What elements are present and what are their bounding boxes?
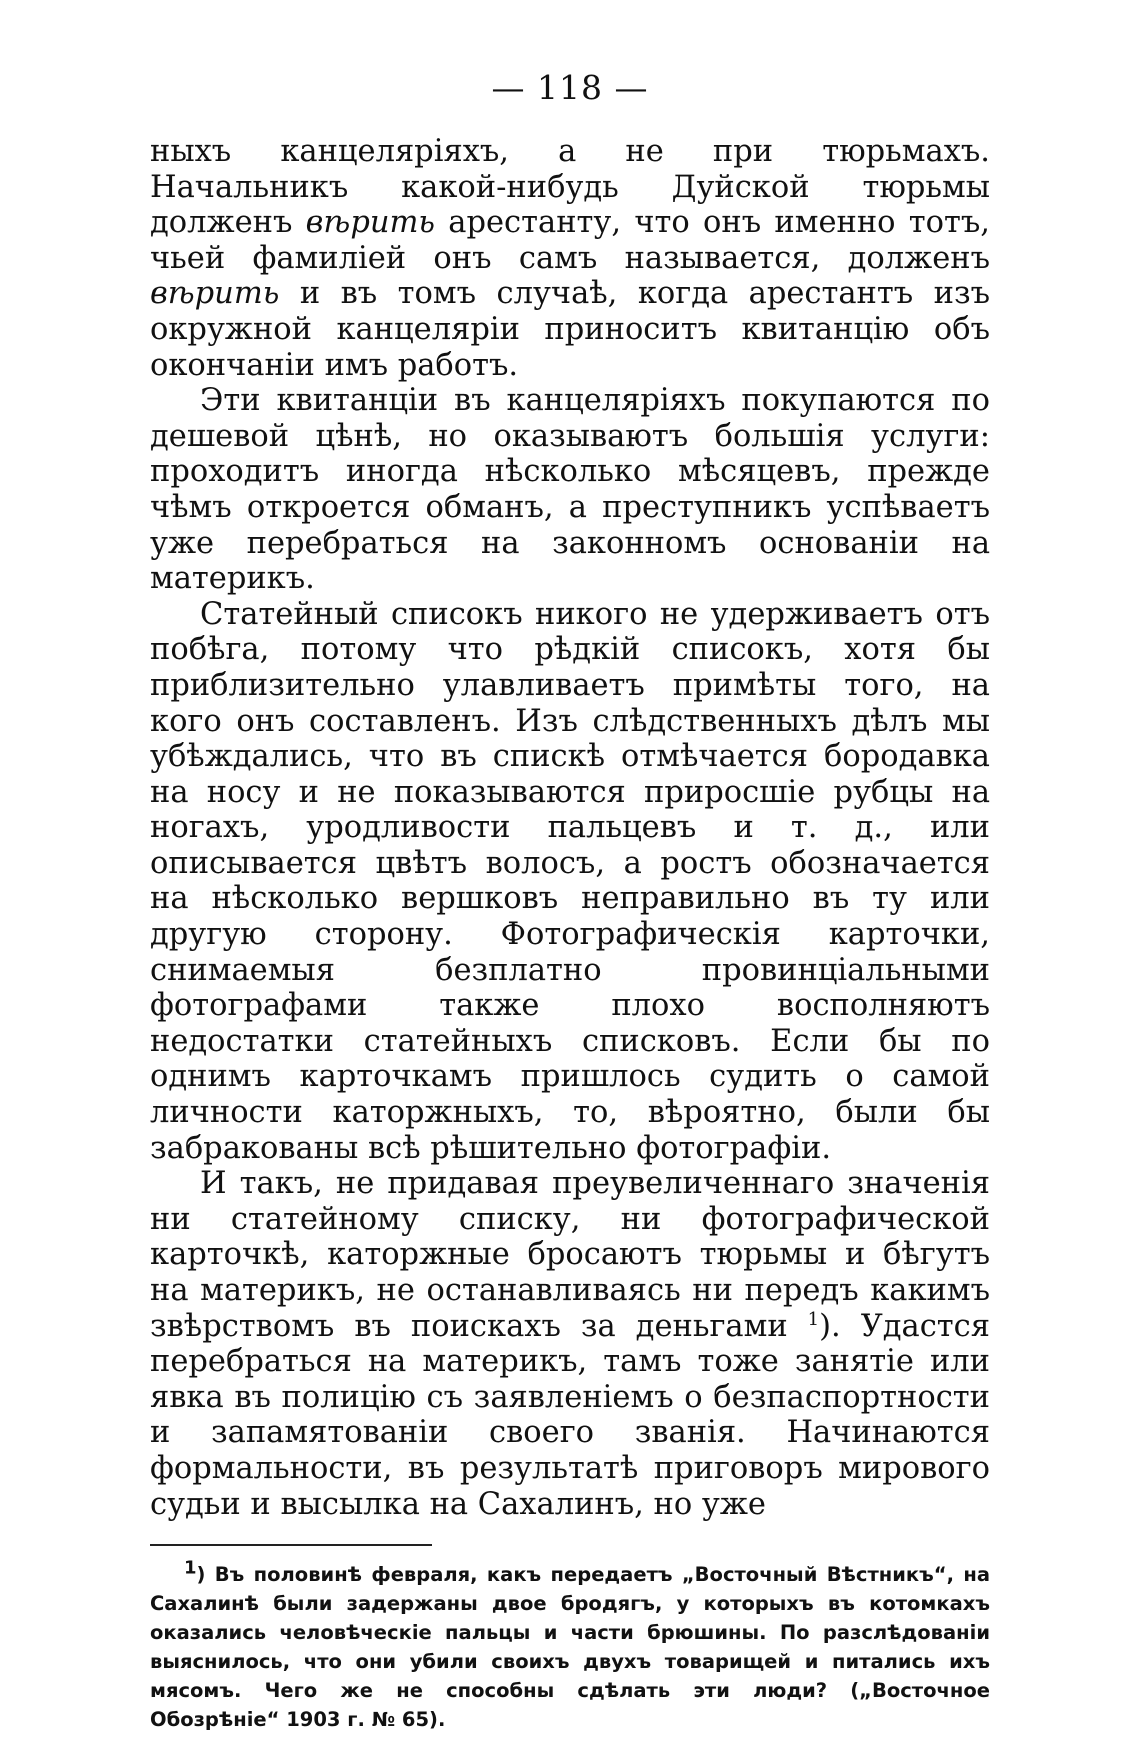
paragraph-4-segment: И такъ, не придавая преувеличеннаго значенія ни статейному списку, ни фотографической карточкѣ, каторжные бросаютъ тюрьмы и бѣгутъ на материкъ, не останавливаясь ни передъ какимъ звѣрствомъ въ поискахъ за деньгами	[150, 1166, 990, 1344]
footnote-reference: 1	[807, 1308, 820, 1330]
emphasis-verit: вѣрить	[150, 276, 280, 312]
paragraph-4	[150, 1166, 990, 1522]
paragraph-3-text: Статейный списокъ никого не удерживаетъ отъ побѣга, потому что рѣдкій списокъ, хотя бы приблизительно улавливаетъ примѣты того, на кого онъ составленъ. Изъ слѣдственныхъ дѣлъ мы убѣждались, что въ спискѣ отмѣчается бородавка на носу и не показываются приросшіе рубцы на ногахъ, уродливости пальцевъ и т. д., или описывается цвѣтъ волосъ, а ростъ обозначается на нѣсколько вершковъ неправильно въ ту или другую сторону. Фотографическія карточки, снимаемыя безплатно провинціальными фотографами также плохо восполняютъ недостатки статейныхъ списковъ. Если бы по однимъ карточкамъ пришлось судить о самой личности каторжныхъ, то, вѣроятно, были бы забракованы всѣ рѣшительно фотографіи.	[150, 596, 990, 1166]
paragraph-3	[150, 597, 990, 1167]
page-number: — 118 —	[491, 68, 649, 107]
body-text	[150, 134, 990, 1522]
paragraph-2	[150, 383, 990, 597]
paragraph-2-text: Эти квитанціи въ канцеляріяхъ покупаются по дешевой цѣнѣ, но оказываютъ большія услуги: проходитъ иногда нѣсколько мѣсяцевъ, прежде чѣмъ откроется обманъ, а преступникъ успѣваетъ уже перебраться на законномъ основаніи на материкъ.	[150, 383, 990, 597]
paragraph-1-segment: арестанту, что онъ именно тотъ, чьей фамиліей онъ самъ называется, долженъ	[150, 205, 990, 276]
footnote-divider	[150, 1544, 432, 1546]
paragraph-1	[150, 134, 990, 383]
footnote-1	[150, 1557, 990, 1734]
paragraph-4-segment: ). Удастся перебраться на материкъ, тамъ тоже занятіе или явка въ полицію съ заявленіемъ о безпаспортности и запамятованіи своего званія. Начинаются формальности, въ результатѣ приговоръ мирового судьи и высылка на Сахалинъ, но уже	[150, 1308, 990, 1522]
footnotes	[150, 1557, 990, 1734]
book-page	[150, 68, 990, 1734]
footnote-text: ) Въ половинѣ февраля, какъ передаетъ „Восточный Вѣстникъ“, на Сахалинѣ были задержаны двое бродягъ, у которыхъ въ котомкахъ оказались человѣческіе пальцы и части брюшины. По разслѣдованіи выяснилось, что они убили своихъ двухъ товарищей и питались ихъ мясомъ. Чего же не способны сдѣлать эти люди? („Восточное Обозрѣніе“ 1903 г. № 65).	[150, 1563, 990, 1732]
emphasis-verit: вѣрить	[305, 205, 436, 241]
paragraph-1-segment: и въ томъ случаѣ, когда арестантъ изъ окружной канцеляріи приноситъ квитанцію объ окончаніи имъ работъ.	[150, 276, 990, 383]
paragraph-1-segment: ныхъ канцеляріяхъ, а не при тюрьмахъ. Начальникъ какой-нибудь Дуйской тюрьмы долженъ	[150, 134, 990, 241]
footnote-marker: 1	[184, 1557, 197, 1579]
